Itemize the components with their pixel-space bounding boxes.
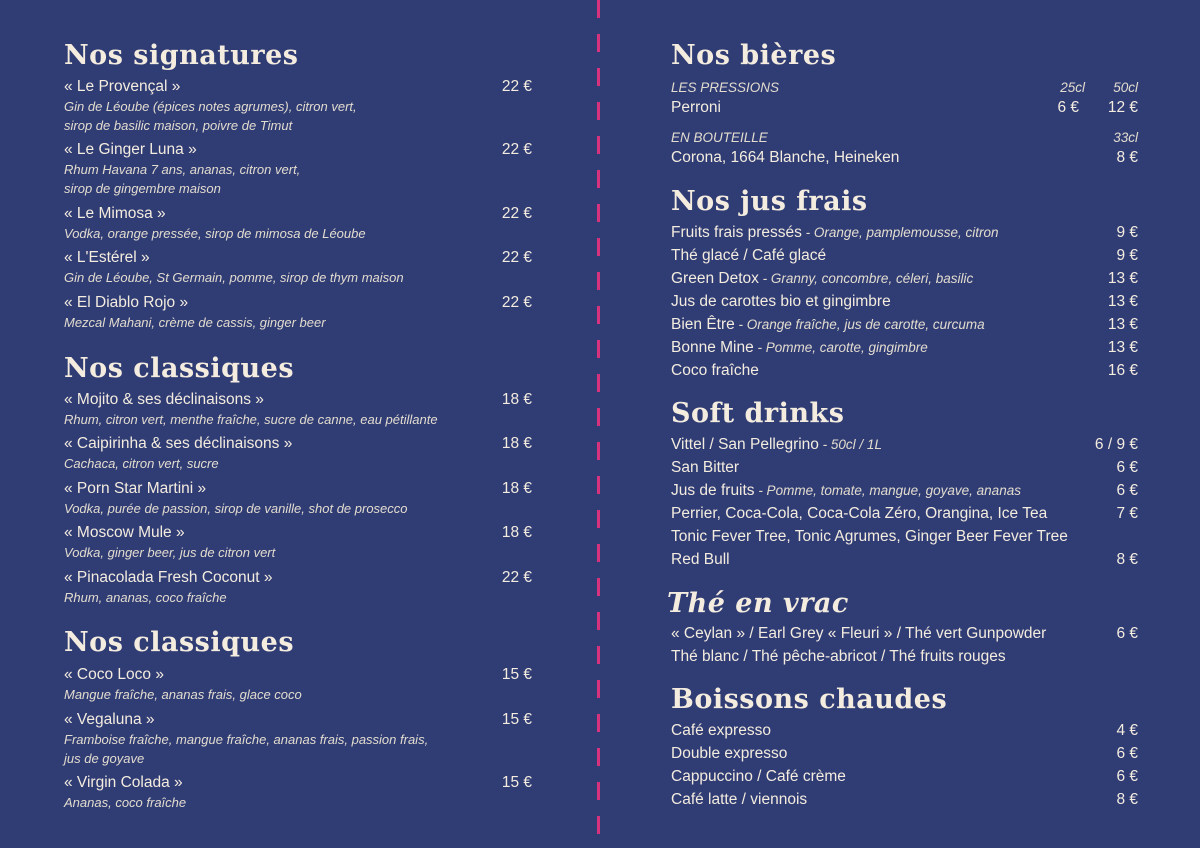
item-price: 6 € — [1116, 459, 1138, 476]
item-name: « L'Estérel » — [64, 249, 150, 266]
item-price: 22 € — [501, 78, 532, 95]
section-title-the: Thé en vrac — [667, 588, 849, 619]
item-name: « Virgin Colada » — [64, 774, 183, 791]
item-name — [671, 481, 1021, 501]
menu-row — [671, 315, 1138, 335]
item-label: San Bitter — [671, 459, 740, 476]
menu-row — [671, 550, 1138, 570]
item-name — [671, 790, 807, 810]
item-price: 13 € — [1107, 316, 1138, 333]
menu-row — [671, 481, 1138, 501]
item-label: Thé blanc / Thé pêche-abricot / Thé fruits rouges — [671, 648, 1006, 665]
item-price: 6 € — [1116, 745, 1138, 762]
item-name: « Le Provençal » — [64, 78, 181, 95]
item-label: Fruits frais pressés — [671, 224, 802, 241]
item-description: Rhum, citron vert, menthe fraîche, sucre de canne, eau pétillante — [64, 412, 438, 427]
item-price: 13 € — [1107, 339, 1138, 356]
item-price: 13 € — [1107, 270, 1138, 287]
item-name: « Moscow Mule » — [64, 524, 185, 541]
section-title-bieres: Nos bières — [671, 40, 837, 71]
item-label: Jus de fruits — [671, 482, 755, 499]
item-name: « El Diablo Rojo » — [64, 294, 189, 311]
item-price: 18 € — [501, 524, 532, 541]
item-description: Vodka, purée de passion, sirop de vanille, shot de prosecco — [64, 501, 408, 516]
item-description: Vodka, ginger beer, jus de citron vert — [64, 545, 276, 560]
beer-row — [671, 148, 1138, 168]
menu-row — [671, 458, 1138, 478]
section-title-classiques-2: Nos classiques — [64, 627, 295, 658]
item-name — [671, 361, 759, 381]
col-25cl-label: 25cl — [1060, 80, 1085, 95]
item-description: - Orange, pamplemousse, citron — [801, 225, 999, 240]
item-name: « Le Ginger Luna » — [64, 141, 197, 158]
item-description: Ananas, coco fraîche — [64, 795, 187, 810]
item-price: 4 € — [1116, 722, 1138, 739]
item-name: « Porn Star Martini » — [64, 480, 207, 497]
menu-row — [671, 223, 1138, 243]
center-divider — [597, 0, 600, 848]
menu-row — [671, 269, 1138, 289]
menu-row — [671, 527, 1138, 547]
item-price: 6 / 9 € — [1094, 436, 1138, 453]
item-price: 22 € — [501, 141, 532, 158]
item-description: Mangue fraîche, ananas frais, glace coco — [64, 687, 302, 702]
item-name — [671, 744, 787, 764]
item-name: « Coco Loco » — [64, 666, 164, 683]
item-name — [671, 550, 730, 570]
item-label: Bonne Mine — [671, 339, 754, 356]
item-label: Café latte / viennois — [671, 791, 808, 808]
item-name — [671, 315, 985, 335]
item-price: 16 € — [1107, 362, 1138, 379]
section-title-chaudes: Boissons chaudes — [671, 684, 948, 715]
item-name — [671, 504, 1047, 524]
item-name: Perroni — [671, 99, 721, 116]
item-description: - Orange fraîche, jus de carotte, curcuma — [734, 317, 985, 332]
item-description: Cachaca, citron vert, sucre — [64, 456, 219, 471]
item-label: Thé glacé / Café glacé — [671, 247, 827, 264]
menu-row — [671, 435, 1138, 455]
item-description: - Pomme, tomate, mangue, goyave, ananas — [754, 483, 1021, 498]
section-title-signatures: Nos signatures — [64, 40, 299, 71]
item-name: « Mojito & ses déclinaisons » — [64, 391, 264, 408]
item-name — [671, 527, 1068, 547]
item-label: Double expresso — [671, 745, 788, 762]
item-price: 13 € — [1107, 293, 1138, 310]
item-label: Coco fraîche — [671, 362, 759, 379]
item-description: sirop de gingembre maison — [64, 181, 221, 196]
item-description: sirop de basilic maison, poivre de Timut — [64, 118, 293, 133]
item-description: Mezcal Mahani, crème de cassis, ginger beer — [64, 315, 326, 330]
item-description: - Granny, concombre, céleri, basilic — [758, 271, 974, 286]
item-price: 9 € — [1116, 247, 1138, 264]
menu-row — [671, 246, 1138, 266]
item-price: 18 € — [501, 435, 532, 452]
menu-row — [671, 504, 1138, 524]
col-33cl-label: 33cl — [1113, 130, 1138, 145]
item-price: 9 € — [1116, 224, 1138, 241]
item-label: Bien Être — [671, 316, 735, 333]
item-name — [671, 458, 739, 478]
item-price: 18 € — [501, 391, 532, 408]
item-price-50cl: 12 € — [1107, 99, 1138, 116]
item-name: « Pinacolada Fresh Coconut » — [64, 569, 273, 586]
item-label: Jus de carottes bio et gingimbre — [671, 293, 891, 310]
beer-row — [671, 98, 1138, 118]
item-description: Framboise fraîche, mangue fraîche, ananas frais, passion frais, — [64, 732, 429, 747]
menu-row — [671, 744, 1138, 764]
item-price: 8 € — [1116, 791, 1138, 808]
item-name — [671, 624, 1046, 644]
item-label: Perrier, Coca-Cola, Coca-Cola Zéro, Orangina, Ice Tea — [671, 505, 1048, 522]
item-price: 7 € — [1116, 505, 1138, 522]
item-label: « Ceylan » / Earl Grey « Fleuri » / Thé vert Gunpowder — [671, 625, 1047, 642]
menu-row — [671, 338, 1138, 358]
item-price: 8 € — [1116, 149, 1138, 166]
item-label: Vittel / San Pellegrino — [671, 436, 819, 453]
item-price: 8 € — [1116, 551, 1138, 568]
item-description: Rhum Havana 7 ans, ananas, citron vert, — [64, 162, 301, 177]
item-name — [671, 338, 928, 358]
item-description: - Pomme, carotte, gingimbre — [753, 340, 928, 355]
item-price: 6 € — [1116, 625, 1138, 642]
item-name — [671, 269, 973, 289]
item-name: « Caipirinha & ses déclinaisons » — [64, 435, 293, 452]
menu-row — [671, 721, 1138, 741]
item-label: Tonic Fever Tree, Tonic Agrumes, Ginger Beer Fever Tree — [671, 528, 1068, 545]
section-title-classiques: Nos classiques — [64, 353, 295, 384]
menu-row — [671, 361, 1138, 381]
item-description: Gin de Léoube, St Germain, pomme, sirop de thym maison — [64, 270, 404, 285]
item-description: - 50cl / 1L — [818, 437, 882, 452]
item-name — [671, 767, 846, 787]
item-label: Café expresso — [671, 722, 771, 739]
section-title-jus: Nos jus frais — [671, 186, 868, 217]
item-price: 18 € — [501, 480, 532, 497]
menu-row — [671, 624, 1138, 644]
item-price: 6 € — [1116, 768, 1138, 785]
item-price: 22 € — [501, 249, 532, 266]
item-name — [671, 435, 882, 455]
section-title-soft: Soft drinks — [671, 398, 845, 429]
item-description: Rhum, ananas, coco fraîche — [64, 590, 227, 605]
item-description: Vodka, orange pressée, sirop de mimosa de Léoube — [64, 226, 366, 241]
item-price: 15 € — [501, 711, 532, 728]
menu-row — [671, 767, 1138, 787]
item-name — [671, 647, 1006, 667]
item-description: jus de goyave — [64, 751, 145, 766]
pression-label: LES PRESSIONS — [671, 80, 780, 95]
menu-row — [671, 790, 1138, 810]
bouteille-label: EN BOUTEILLE — [671, 130, 768, 145]
item-price: 22 € — [501, 569, 532, 586]
menu-row — [671, 647, 1138, 667]
item-price: 22 € — [501, 294, 532, 311]
item-description: Gin de Léoube (épices notes agrumes), citron vert, — [64, 99, 357, 114]
item-name: « Le Mimosa » — [64, 205, 166, 222]
item-price: 15 € — [501, 774, 532, 791]
item-label: Red Bull — [671, 551, 730, 568]
item-price: 22 € — [501, 205, 532, 222]
item-name: « Vegaluna » — [64, 711, 155, 728]
item-price: 6 € — [1116, 482, 1138, 499]
item-label: Cappuccino / Café crème — [671, 768, 846, 785]
menu-row — [671, 292, 1138, 312]
item-label: Green Detox — [671, 270, 759, 287]
item-name — [671, 721, 771, 741]
item-price-25cl: 6 € — [1057, 99, 1079, 116]
item-name: Corona, 1664 Blanche, Heineken — [671, 149, 900, 166]
item-name — [671, 223, 999, 243]
item-name — [671, 292, 891, 312]
item-price: 15 € — [501, 666, 532, 683]
item-name — [671, 246, 826, 266]
col-50cl-label: 50cl — [1113, 80, 1138, 95]
